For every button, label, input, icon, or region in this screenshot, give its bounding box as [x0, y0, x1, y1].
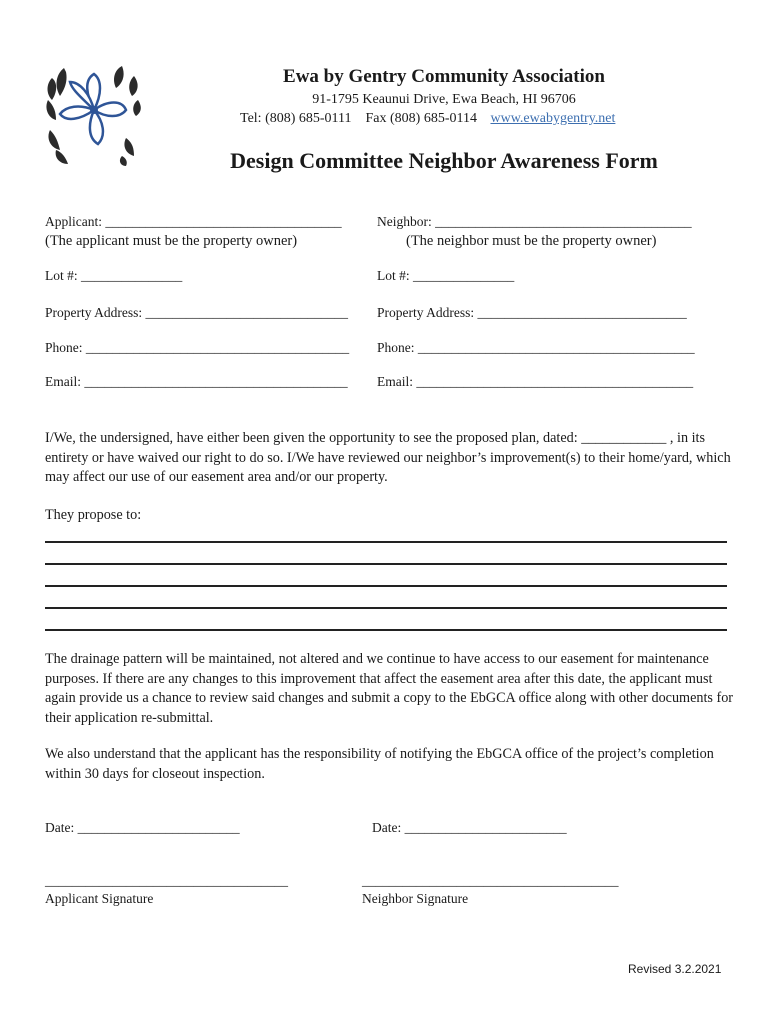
- neighbor-phone-field[interactable]: Phone: _________________________________________: [377, 340, 695, 355]
- phone-number: Tel: (808) 685-0111: [240, 111, 352, 126]
- fax-number: Fax (808) 685-0114: [365, 111, 477, 126]
- neighbor-date-field[interactable]: Date: ________________________: [372, 820, 567, 835]
- neighbor-owner-note: (The neighbor must be the property owner): [406, 233, 657, 249]
- proposal-line[interactable]: [45, 563, 727, 565]
- applicant-owner-note: (The applicant must be the property owner): [45, 233, 298, 249]
- applicant-signature-line[interactable]: ____________________________________: [45, 873, 288, 888]
- propose-label: They propose to:: [45, 507, 142, 523]
- applicant-address-field[interactable]: Property Address: ______________________________: [45, 305, 348, 320]
- proposal-line[interactable]: [45, 585, 727, 587]
- organization-address: 91-1795 Keaunui Drive, Ewa Beach, HI 96706: [312, 92, 576, 107]
- applicant-lot-field[interactable]: Lot #: _______________: [45, 268, 183, 283]
- revision-date: Revised 3.2.2021: [628, 962, 722, 976]
- neighbor-name-field[interactable]: Neighbor: ______________________________________: [377, 214, 692, 229]
- neighbor-signature-label: Neighbor Signature: [362, 891, 469, 906]
- consent-paragraph: I/We, the undersigned, have either been given the opportunity to see the proposed plan, dated: ____________ , in its entirety or have waived our right to do so. I/We have reviewed our neighbor’s improvement(s) to their home/yard, which may affect our use of our easement area and/or our property.: [45, 430, 731, 485]
- proposal-line[interactable]: [45, 541, 727, 543]
- website-link[interactable]: www.ewabygentry.net: [490, 111, 616, 126]
- proposal-line[interactable]: [45, 607, 727, 609]
- organization-contact: [240, 111, 615, 127]
- proposal-line[interactable]: [45, 629, 727, 631]
- applicant-name-field[interactable]: Applicant: ___________________________________: [45, 214, 342, 229]
- drainage-paragraph: The drainage pattern will be maintained, not altered and we continue to have access to our easement for maintenance purposes. If there are any changes to this improvement that affect the easement area after this date, the applicant must again provide us a chance to review said changes and submit a copy to the EbGCA office along with other documents for their application re-submittal.: [45, 651, 734, 726]
- applicant-signature-label: Applicant Signature: [45, 891, 154, 906]
- neighbor-address-field[interactable]: Property Address: _______________________________: [377, 305, 687, 320]
- applicant-email-field[interactable]: Email: _______________________________________: [45, 374, 348, 389]
- applicant-date-field[interactable]: Date: ________________________: [45, 820, 240, 835]
- organization-name: Ewa by Gentry Community Association: [283, 66, 605, 87]
- form-title: Design Committee Neighbor Awareness Form: [230, 148, 658, 173]
- neighbor-lot-field[interactable]: Lot #: _______________: [377, 268, 515, 283]
- neighbor-email-field[interactable]: Email: _________________________________________: [377, 374, 694, 389]
- applicant-phone-field[interactable]: Phone: _______________________________________: [45, 340, 350, 355]
- responsibility-paragraph: We also understand that the applicant has the responsibility of notifying the EbGCA office of the project’s completion within 30 days for closeout inspection.: [45, 746, 714, 782]
- neighbor-signature-line[interactable]: ______________________________________: [362, 873, 619, 888]
